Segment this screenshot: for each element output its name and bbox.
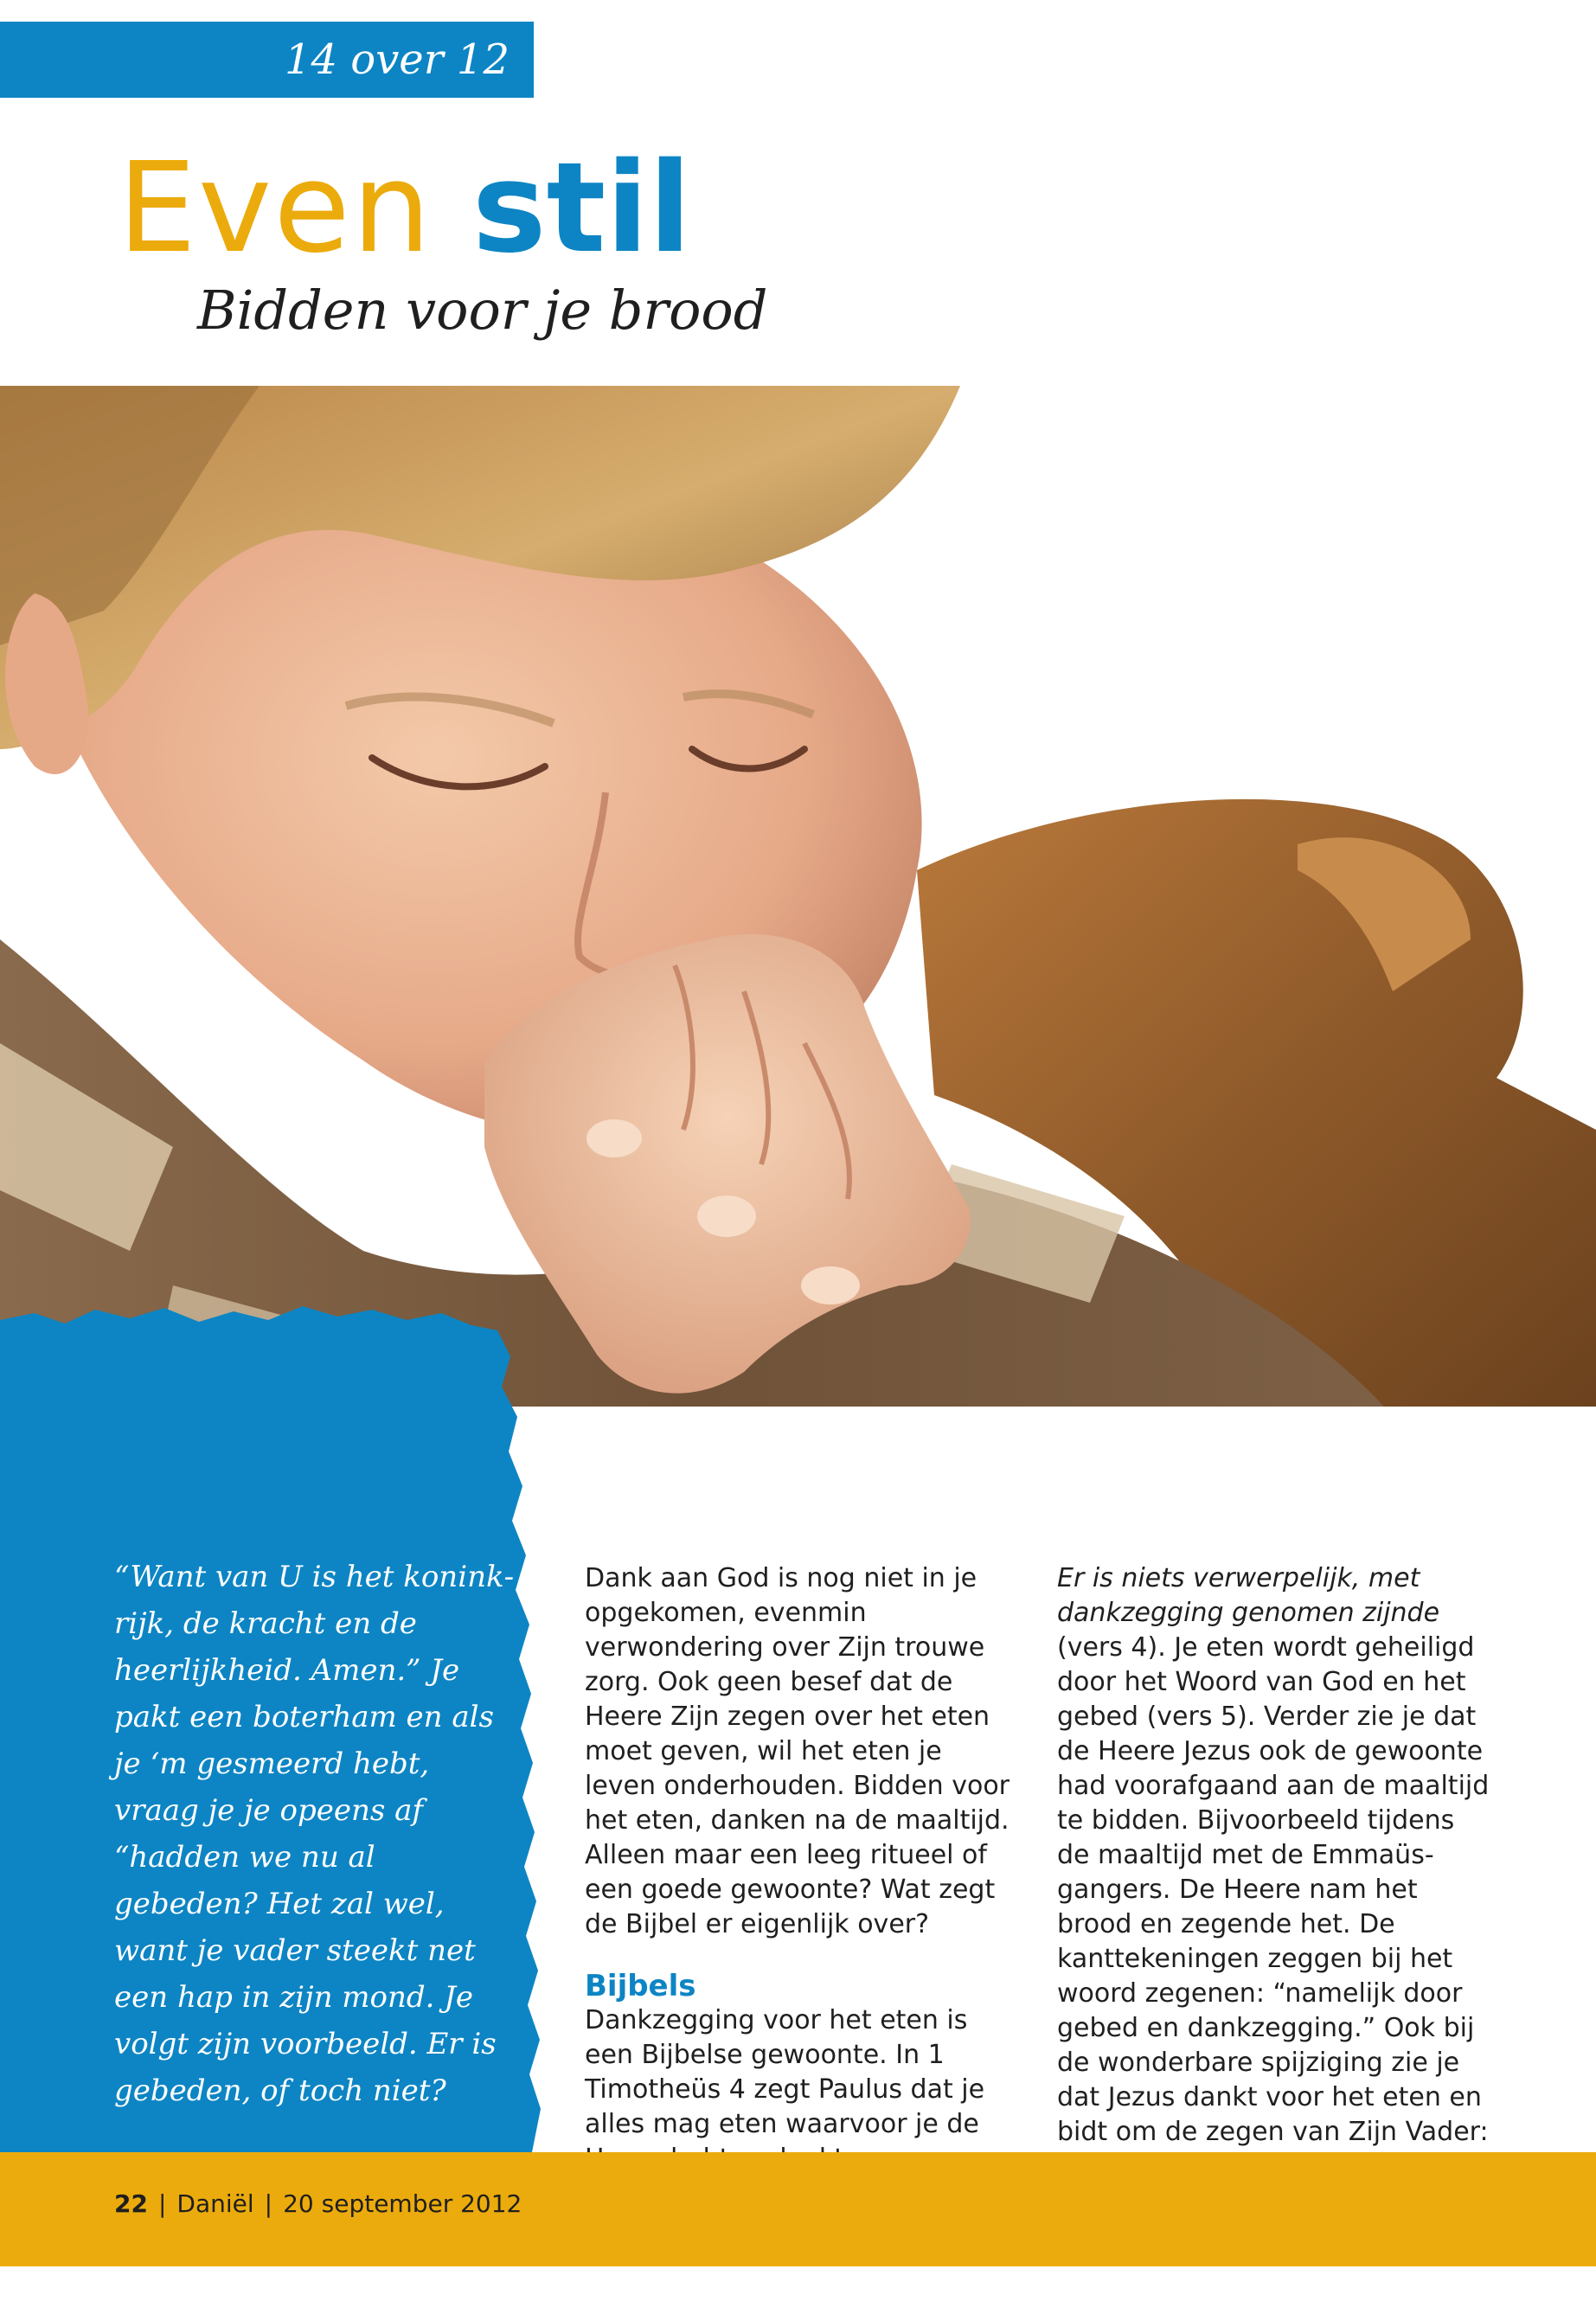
footer-separator: | [157,2189,167,2218]
page-subtitle: Bidden voor je brood [197,279,768,342]
bible-quote-vers4: Er is niets verwerpelijk, met dankzegging genomen zijnde [1057,1563,1440,1628]
article-text-continued: (vers 4). Je eten wordt geheiligd door het Woord van God en het gebed (vers 5). Verder zie je dat de Heere Jezus ook de gewoonte had voorafgaand aan de maaltijd te bidden. Bijvoorbeeld tijdens de maaltijd met de Emmaüsgangers. De Heere nam het brood en zegende het. De kanttekeningen zeggen bij het woord zegenen: “namelijk door gebed en dankzegging.” Ook bij de wonderbare spijziging zie je dat Jezus dankt voor het eten en bidt om de zegen van Zijn Vader: [1057,1632,1490,2147]
article-column-3 [1057,1561,1491,2219]
issue-date: 20 september 2012 [283,2189,522,2218]
article-paragraph-intro: Dank aan God is nog niet in je opgekomen, evenmin verwondering over Zijn trouwe zorg. Ook geen besef dat de Heere Zijn zegen over het eten moet geven, wil het eten je leven onderhouden. Bidden voor het eten, danken na de maaltijd. Alleen maar een leeg ritueel of een goede gewoonte? Wat zegt de Bijbel er eigenlijk over? [585,1563,1010,1939]
page-number: 22 [114,2189,148,2218]
intro-quote: “Want van U is het koninkrijk, de kracht en de heerlijkheid. Amen.” Je pakt een boterham en als je ‘m gesmeerd hebt, vraag je je opeens af “hadden we nu al gebeden? Het zal wel, want je vader steekt net een hap in zijn mond. Je volgt zijn voorbeeld. Er is gebeden, of toch niet? [114,1560,515,2108]
article-paragraph-continued [1057,1561,1491,2219]
section-label: 14 over 12 [284,35,510,84]
title-word-even: Even [118,135,433,280]
page-title [118,135,692,280]
article-column-2 [585,1561,1017,2176]
page-footer [114,2189,522,2220]
section-label-band [0,22,534,98]
article-paragraph-bijbels: Dankzegging voor het eten is een Bijbelse gewoonte. In 1 Timotheüs 4 zegt Paulus dat je alles mag eten waarvoor je de [585,2005,985,2139]
magazine-name: Daniël [176,2189,254,2218]
title-word-stil: stil [471,135,692,280]
section-heading-bijbels: Bijbels [585,1969,696,2003]
footer-separator: | [264,2189,273,2218]
praying-child-photo [0,386,1596,1407]
